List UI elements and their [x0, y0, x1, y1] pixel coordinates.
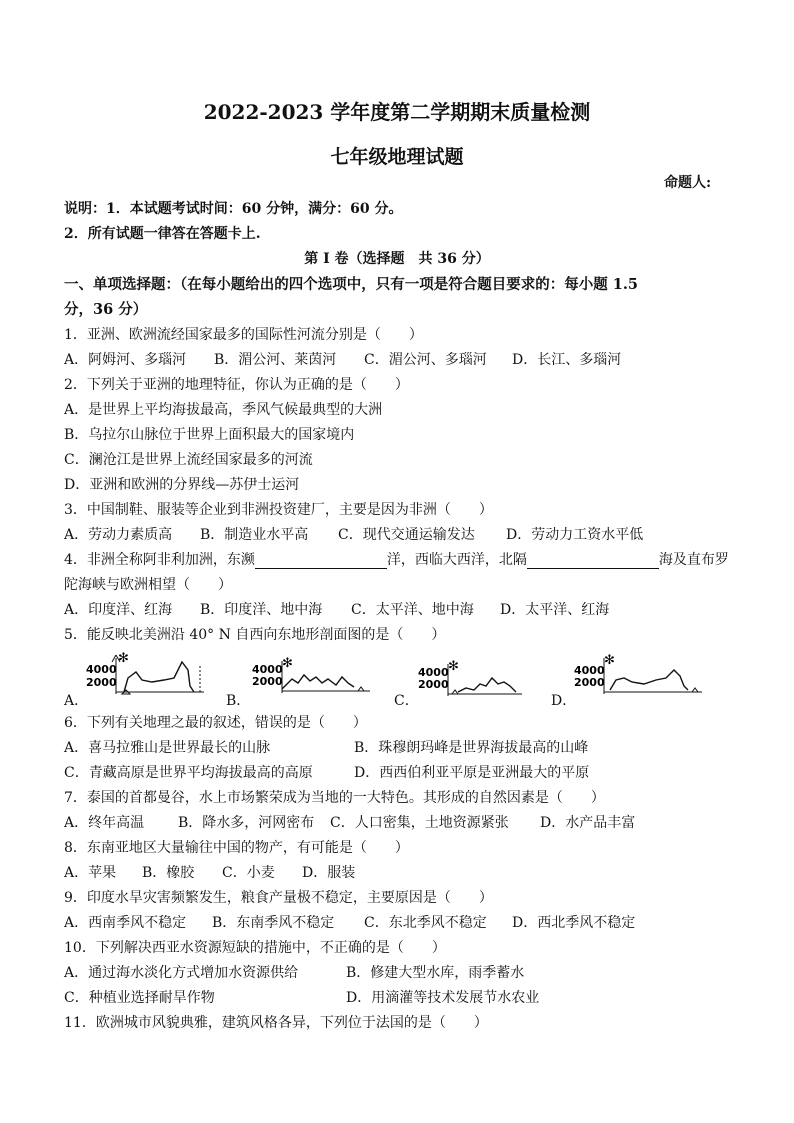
q4-blank-1: [255, 553, 387, 569]
exam-subtitle: 七年级地理试题: [330, 146, 464, 168]
q5-b-tick-2000: 2000: [252, 675, 283, 688]
q5-option-a-label: A．: [64, 693, 89, 709]
q5-option-c-label: C．: [394, 693, 419, 709]
q5-d-tick-4000: 4000: [574, 664, 605, 677]
q9-option-c: C．东北季风不稳定: [364, 915, 487, 931]
q5-profile-d: [574, 650, 706, 700]
q9-option-d: D．西北季风不稳定: [512, 915, 636, 931]
q5-c-tick-4000: 4000: [418, 666, 449, 679]
q10-option-a: A．通过海水淡化方式增加水资源供给: [64, 965, 299, 981]
author-label: 命题人:: [664, 175, 712, 191]
q6-option-c: C．青藏高原是世界平均海拔最高的高原: [64, 765, 313, 781]
q6-option-a: A．喜马拉雅山是世界最长的山脉: [64, 740, 271, 756]
part-title-line-1: 一、单项选择题：（在每小题给出的四个选项中，只有一项是符合题目要求的：每小题 1.5: [64, 276, 639, 293]
q4-option-a: A．印度洋、红海: [64, 602, 173, 618]
q5-profile-a: [86, 648, 211, 700]
q2-option-b: B．乌拉尔山脉位于世界上面积最大的国家境内: [64, 427, 355, 443]
q5-d-snow-icon: ✻: [604, 653, 615, 668]
q3-stem: 3．中国制鞋、服装等企业到非洲投资建厂，主要是因为非洲（ ）: [64, 502, 493, 518]
q4-blank-2: [527, 553, 659, 569]
q8-option-c: C．小麦: [222, 865, 275, 881]
q7-option-c: C．人口密集，土地资源紧张: [330, 815, 509, 831]
q5-stem: 5．能反映北美洲沿 40° N 自西向东地形剖面图的是（ ）: [64, 627, 446, 643]
part-title-line-2: 分，36 分）: [64, 301, 148, 318]
q2-stem: 2．下列关于亚洲的地理特征，你认为正确的是（ ）: [64, 377, 409, 393]
q1-stem: 1．亚洲、欧洲流经国家最多的国际性河流分别是（ ）: [64, 327, 423, 343]
exam-title: 2022-2023 学年度第二学期期末质量检测: [203, 100, 591, 124]
q2-option-d: D．亚洲和欧洲的分界线—苏伊士运河: [64, 477, 300, 493]
q8-option-b: B．橡胶: [142, 865, 195, 881]
note-line-2: 2．所有试题一律答在答题卡上.: [64, 226, 261, 242]
q1-option-a: A．阿姆河、多瑙河: [64, 352, 187, 368]
q2-option-a: A．是世界上平均海拔最高，季风气候最典型的大洲: [64, 402, 383, 418]
q6-option-d: D．西西伯利亚平原是亚洲最大的平原: [354, 765, 590, 781]
q5-a-tick-4000: 4000: [86, 663, 117, 676]
q4-option-c: C．太平洋、地中海: [351, 602, 474, 618]
q9-option-b: B．东南季风不稳定: [212, 915, 335, 931]
q4-stem: [64, 549, 729, 569]
q10-option-b: B．修建大型水库，雨季蓄水: [346, 965, 525, 981]
section-heading: 第 I 卷（选择题 共 36 分）: [304, 251, 490, 267]
q5-a-snow-icon: ✻: [118, 651, 129, 666]
q3-option-a: A．劳动力素质高: [64, 527, 173, 543]
q1-option-b: B．湄公河、莱茵河: [214, 352, 337, 368]
q4-stem-continued: 陀海峡与欧洲相望（ ）: [64, 577, 232, 593]
q4-option-d: D．太平洋、红海: [500, 602, 610, 618]
q11-stem: 11．欧洲城市风貌典雅，建筑风格各异，下列位于法国的是（ ）: [64, 1015, 488, 1031]
q3-option-b: B．制造业水平高: [200, 527, 309, 543]
q7-option-a: A．终年高温: [64, 815, 145, 831]
q5-b-snow-icon: ✻: [282, 656, 293, 671]
q5-c-tick-2000: 2000: [418, 678, 449, 691]
q6-stem: 6．下列有关地理之最的叙述，错误的是（ ）: [64, 715, 367, 731]
q10-option-c: C．种植业选择耐旱作物: [64, 990, 215, 1006]
q5-option-d-label: D．: [551, 693, 577, 709]
q10-stem: 10．下列解决西亚水资源短缺的措施中，不正确的是（ ）: [64, 940, 446, 956]
q5-a-tick-2000: 2000: [86, 676, 117, 689]
q7-stem: 7．泰国的首都曼谷，水上市场繁荣成为当地的一大特色。其形成的自然因素是（ ）: [64, 790, 605, 806]
q3-option-d: D．劳动力工资水平低: [506, 527, 644, 543]
q10-option-d: D．用滴灌等技术发展节水农业: [346, 990, 540, 1006]
q8-option-d: D．服装: [302, 865, 356, 881]
q4-stem-part-2: 洋，西临大西洋，北隔: [386, 552, 527, 568]
q4-option-b: B．印度洋、地中海: [200, 602, 323, 618]
q5-profile-c: [418, 656, 528, 700]
q9-option-a: A．西南季风不稳定: [64, 915, 187, 931]
q8-option-a: A．苹果: [64, 865, 117, 881]
q6-option-b: B．珠穆朗玛峰是世界海拔最高的山峰: [354, 740, 589, 756]
q7-option-b: B．降水多，河网密布: [178, 815, 315, 831]
q5-option-b-label: B．: [226, 693, 251, 709]
q9-stem: 9．印度水旱灾害频繁发生，粮食产量极不稳定，主要原因是（ ）: [64, 890, 493, 906]
q1-option-d: D．长江、多瑙河: [512, 352, 622, 368]
q5-b-tick-4000: 4000: [252, 663, 283, 676]
q1-option-c: C．湄公河、多瑙河: [364, 352, 487, 368]
q2-option-c: C．澜沧江是世界上流经国家最多的河流: [64, 452, 313, 468]
q8-stem: 8．东南亚地区大量输往中国的物产，有可能是（ ）: [64, 840, 409, 856]
q5-d-tick-2000: 2000: [574, 676, 605, 689]
q4-stem-part-1: 4．非洲全称阿非利加洲，东濒: [64, 552, 255, 568]
q3-option-c: C．现代交通运输发达: [338, 527, 475, 543]
q5-profile-b: [252, 653, 372, 699]
q5-c-snow-icon: ✻: [448, 659, 459, 674]
q7-option-d: D．水产品丰富: [540, 815, 636, 831]
q4-stem-part-3: 海及直布罗: [658, 552, 729, 568]
note-line-1: 说明：1．本试题考试时间：60 分钟，满分：60 分。: [64, 201, 403, 217]
